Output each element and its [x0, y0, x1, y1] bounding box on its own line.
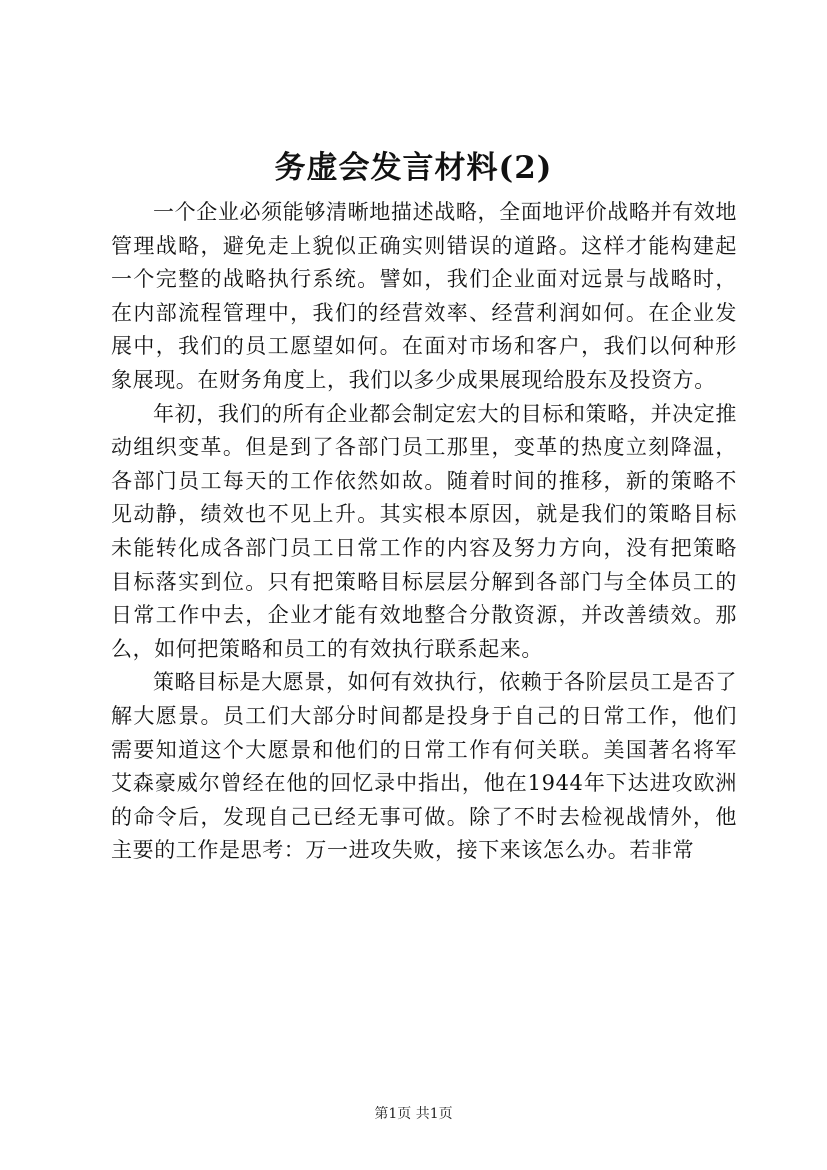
document-title: 务虚会发言材料(2): [274, 150, 553, 186]
paragraph-2: 年初，我们的所有企业都会制定宏大的目标和策略，并决定推动组织变革。但是到了各部门员工那里，变革的热度立刻降温，各部门员工每天的工作依然如故。随着时间的推移，新的策略不见动静，绩效也不见上升。其实根本原因，就是我们的策略目标未能转化成各部门员工日常工作的内容及努力方向，没有把策略目标落实到位。只有把策略目标层层分解到各部门与全体员工的日常工作中去，企业才能有效地整合分散资源，并改善绩效。那么，如何把策略和员工的有效执行联系起来。: [111, 401, 737, 661]
page-footer: 第1页 共1页: [374, 1106, 453, 1122]
paragraph-1: 一个企业必须能够清晰地描述战略，全面地评价战略并有效地管理战略，避免走上貌似正确实则错误的道路。这样才能构建起一个完整的战略执行系统。譬如，我们企业面对远景与战略时，在内部流程管理中，我们的经营效率、经营利润如何。在企业发展中，我们的员工愿望如何。在面对市场和客户，我们以何种形象展现。在财务角度上，我们以多少成果展现给股东及投资方。: [111, 200, 737, 392]
paragraph-3: 策略目标是大愿景，如何有效执行，依赖于各阶层员工是否了解大愿景。员工们大部分时间都是投身于自己的日常工作，他们需要知道这个大愿景和他们的日常工作有何关联。美国著名将军艾森豪威尔曾经在他的回忆录中指出，他在1944年下达进攻欧洲的命令后，发现自己已经无事可做。除了不时去检视战情外，他主要的工作是思考：万一进攻失败，接下来该怎么办。若非常: [111, 670, 737, 863]
document-body: [111, 196, 737, 868]
